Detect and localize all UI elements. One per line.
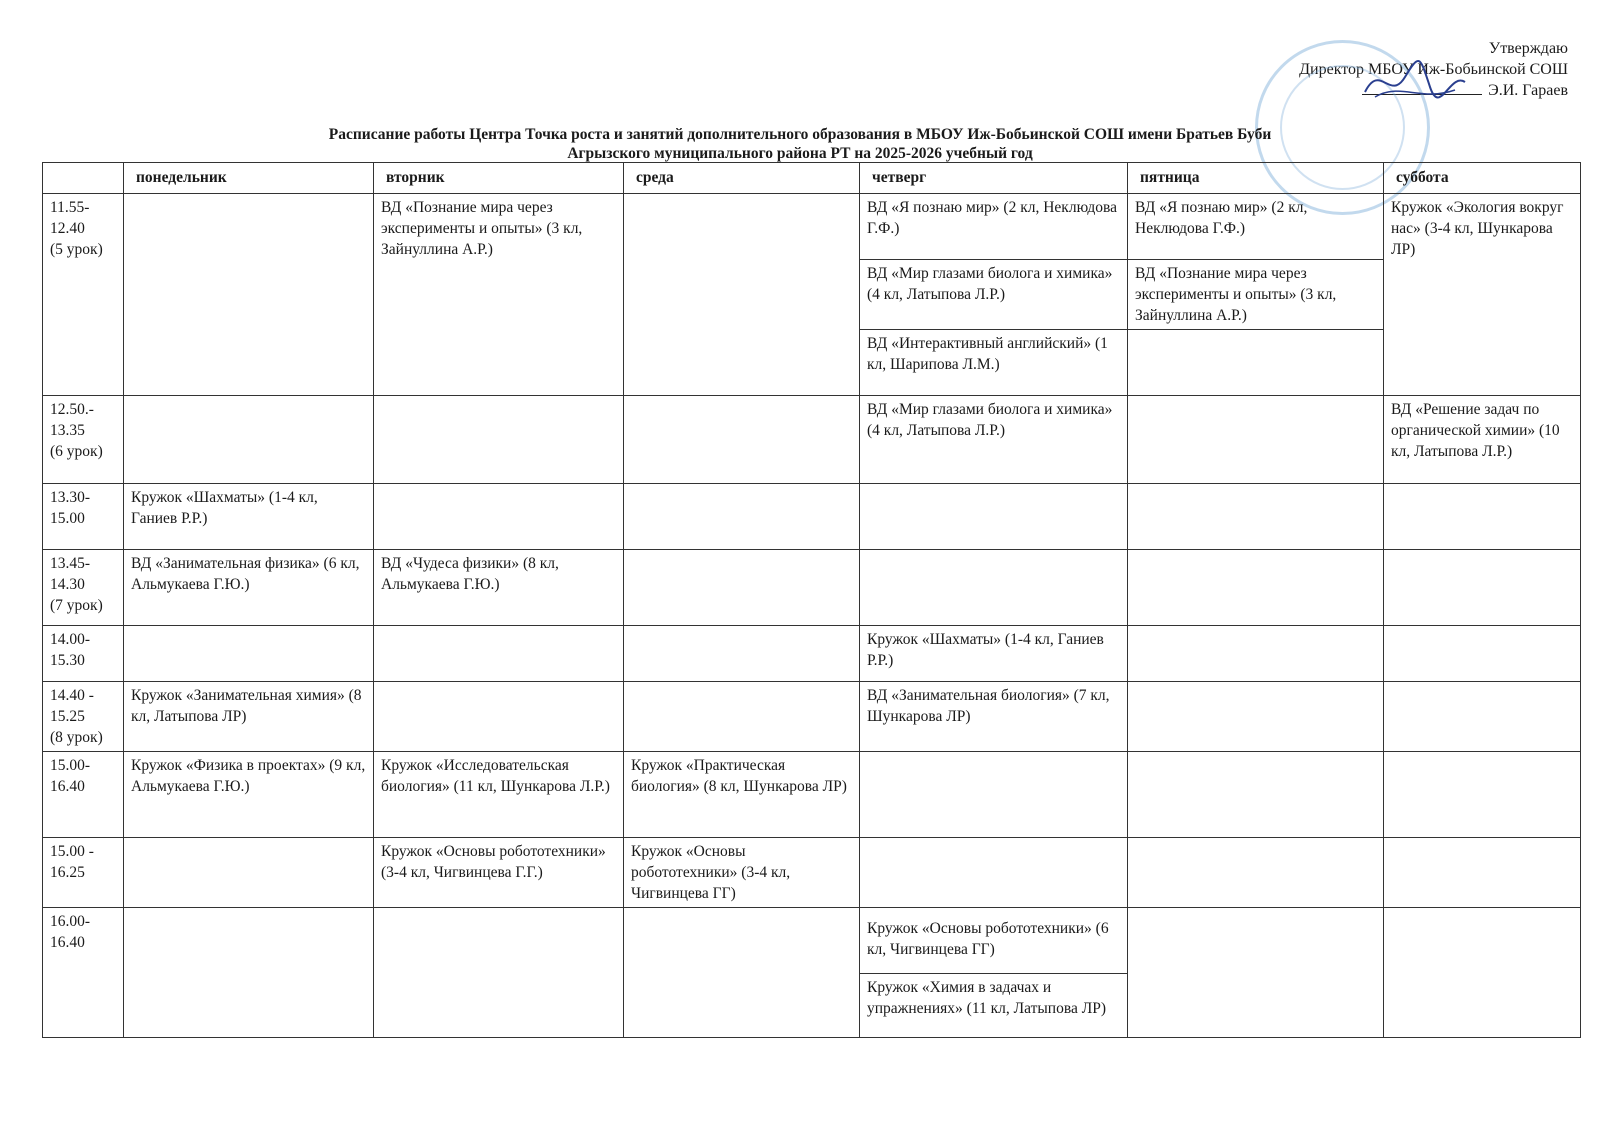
document-title [0, 125, 1600, 163]
schedule-cell: ВД «Чудеса физики» (8 кл, Альмукаева Г.Ю.) [374, 550, 624, 626]
schedule-cell: ВД «Интерактивный английский» (1 кл, Шарипова Л.М.) [860, 330, 1128, 396]
schedule-cell [1128, 908, 1384, 1038]
schedule-cell [1128, 396, 1384, 484]
table-row [43, 484, 1581, 550]
schedule-cell [1384, 484, 1581, 550]
title-line-1: Расписание работы Центра Точка роста и занятий дополнительного образования в МБОУ Иж-Бобьинской СОШ имени Братьев Буби [328, 126, 1272, 143]
schedule-cell [624, 550, 860, 626]
header-time [43, 163, 124, 194]
schedule-cell: Кружок «Шахматы» (1-4 кл, Ганиев Р.Р.) [124, 484, 374, 550]
header-tuesday: вторник [374, 163, 624, 194]
schedule-cell: ВД «Мир глазами биолога и химика» (4 кл, Латыпова Л.Р.) [860, 260, 1128, 330]
schedule-cell [860, 484, 1128, 550]
schedule-cell [124, 194, 374, 396]
schedule-cell [374, 682, 624, 752]
table-row [43, 682, 1581, 752]
schedule-cell [624, 194, 860, 396]
header-friday: пятница [1128, 163, 1384, 194]
schedule-cell: ВД «Познание мира через эксперименты и опыты» (3 кл, Зайнуллина А.Р.) [1128, 260, 1384, 330]
schedule-cell [374, 484, 624, 550]
time-cell: 13.30- 15.00 [43, 484, 124, 550]
schedule-cell [1128, 550, 1384, 626]
schedule-cell [624, 396, 860, 484]
schedule-cell [1384, 626, 1581, 682]
schedule-cell [124, 838, 374, 908]
schedule-cell: Кружок «Исследовательская биология» (11 кл, Шункарова Л.Р.) [374, 752, 624, 838]
time-cell: 13.45- 14.30 (7 урок) [43, 550, 124, 626]
schedule-cell [624, 682, 860, 752]
table-row [43, 550, 1581, 626]
schedule-cell [1384, 550, 1581, 626]
schedule-cell: ВД «Занимательная биология» (7 кл, Шункарова ЛР) [860, 682, 1128, 752]
schedule-cell: ВД «Я познаю мир» (2 кл, Неклюдова Г.Ф.) [860, 194, 1128, 260]
schedule-cell [1128, 330, 1384, 396]
table-row [43, 838, 1581, 908]
time-cell: 15.00 - 16.25 [43, 838, 124, 908]
director-name: Э.И. Гараев [1488, 82, 1568, 99]
schedule-cell: Кружок «Физика в проектах» (9 кл, Альмукаева Г.Ю.) [124, 752, 374, 838]
time-cell: 12.50.- 13.35 (6 урок) [43, 396, 124, 484]
schedule-cell [374, 396, 624, 484]
title-line-2: Агрызского муниципального района РТ на 2025-2026 учебный год [567, 145, 1033, 162]
schedule-cell [624, 484, 860, 550]
time-cell: 16.00- 16.40 [43, 908, 124, 1038]
schedule-cell [374, 908, 624, 1038]
schedule-cell [1128, 682, 1384, 752]
schedule-cell: ВД «Я познаю мир» (2 кл, Неклюдова Г.Ф.) [1128, 194, 1384, 260]
table-row [43, 626, 1581, 682]
header-monday: понедельник [124, 163, 374, 194]
schedule-cell [860, 838, 1128, 908]
approval-heading: Утверждаю [1488, 40, 1568, 57]
schedule-cell [124, 396, 374, 484]
schedule-cell: ВД «Занимательная физика» (6 кл, Альмукаева Г.Ю.) [124, 550, 374, 626]
schedule-cell [860, 550, 1128, 626]
schedule-cell [1384, 908, 1581, 1038]
schedule-cell [124, 626, 374, 682]
schedule-cell [860, 752, 1128, 838]
header-saturday: суббота [1384, 163, 1581, 194]
schedule-cell: ВД «Мир глазами биолога и химика» (4 кл, Латыпова Л.Р.) [860, 396, 1128, 484]
approval-position: Директор МБОУ Иж-Бобьинской СОШ [1299, 61, 1568, 78]
time-cell: 15.00- 16.40 [43, 752, 124, 838]
time-cell: 14.00- 15.30 [43, 626, 124, 682]
schedule-cell: Кружок «Основы робототехники» (6 кл, Чигвинцева ГГ) [860, 908, 1128, 974]
table-row [43, 908, 1581, 974]
schedule-cell: ВД «Познание мира через эксперименты и опыты» (3 кл, Зайнуллина А.Р.) [374, 194, 624, 396]
schedule-cell: Кружок «Основы робототехники» (3-4 кл, Чигвинцева ГГ) [624, 838, 860, 908]
schedule-cell: Кружок «Занимательная химия» (8 кл, Латыпова ЛР) [124, 682, 374, 752]
schedule-cell [1128, 626, 1384, 682]
schedule-cell: ВД «Решение задач по органической химии» (10 кл, Латыпова Л.Р.) [1384, 396, 1581, 484]
schedule-cell [624, 626, 860, 682]
schedule-cell: Кружок «Основы робототехники» (3-4 кл, Чигвинцева Г.Г.) [374, 838, 624, 908]
header-row [43, 163, 1581, 194]
schedule-cell [624, 908, 860, 1038]
schedule-cell [1128, 484, 1384, 550]
table-row [43, 752, 1581, 838]
schedule-cell [124, 908, 374, 1038]
schedule-cell: Кружок «Практическая биология» (8 кл, Шункарова ЛР) [624, 752, 860, 838]
schedule-cell: Кружок «Шахматы» (1-4 кл, Ганиев Р.Р.) [860, 626, 1128, 682]
time-cell: 14.40 - 15.25 (8 урок) [43, 682, 124, 752]
schedule-cell [1384, 838, 1581, 908]
table-row [43, 194, 1581, 260]
schedule-cell [1128, 752, 1384, 838]
director-signature [1360, 52, 1470, 107]
time-cell: 11.55- 12.40 (5 урок) [43, 194, 124, 396]
schedule-cell [374, 626, 624, 682]
schedule-cell: Кружок «Химия в задачах и упражнениях» (11 кл, Латыпова ЛР) [860, 974, 1128, 1038]
header-wednesday: среда [624, 163, 860, 194]
header-thursday: четверг [860, 163, 1128, 194]
schedule-cell [1384, 682, 1581, 752]
schedule-table [42, 162, 1581, 1038]
schedule-cell: Кружок «Экология вокруг нас» (3-4 кл, Шункарова ЛР) [1384, 194, 1581, 396]
schedule-cell [1384, 752, 1581, 838]
schedule-cell [1128, 838, 1384, 908]
table-row [43, 396, 1581, 484]
